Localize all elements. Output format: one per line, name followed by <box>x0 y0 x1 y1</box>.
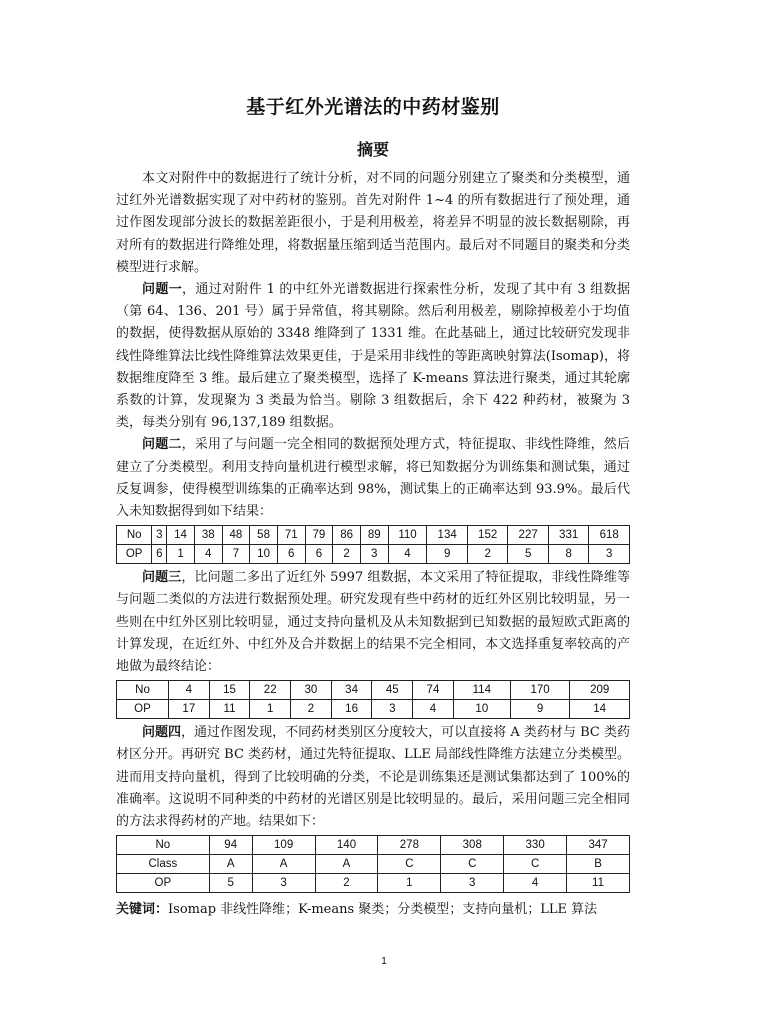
table-cell: 330 <box>504 836 567 855</box>
table-row <box>117 526 630 545</box>
table-row-header: OP <box>117 874 210 893</box>
table-cell: 8 <box>548 545 589 564</box>
table-cell: 3 <box>252 874 315 893</box>
table-cell: 170 <box>510 681 570 700</box>
table-cell: 152 <box>467 526 508 545</box>
table-cell: 45 <box>372 681 413 700</box>
table-row-header: No <box>117 836 210 855</box>
table-cell: 1 <box>378 874 441 893</box>
table-cell: 140 <box>315 836 378 855</box>
table-cell: 89 <box>360 526 388 545</box>
table-cell: 6 <box>277 545 305 564</box>
table-cell: 1 <box>167 545 195 564</box>
abstract-heading: 摘要 <box>356 140 389 159</box>
abstract-intro: 本文对附件中的数据进行了统计分析，对不同的问题分别建立了聚类和分类模型，通过红外光谱数据实现了对中药材的鉴别。首先对附件 1~4 的所有数据进行了预处理，通过作图发现部分波长的数据差距很小，于是利用极差，将差异不明显的波长数据剔除，再对所有的数据进行降维处理，将数据量压缩到适当范围内。最后对不同题目的聚类和分类模型进行求解。 <box>116 171 630 275</box>
table-cell: 48 <box>222 526 250 545</box>
results-table-q2 <box>116 525 630 564</box>
table-cell: 6 <box>152 545 167 564</box>
table-cell: 110 <box>388 526 427 545</box>
question-1-lead: 问题一 <box>142 282 183 298</box>
table-cell: 114 <box>453 681 510 700</box>
table-cell: 79 <box>305 526 333 545</box>
table-row <box>117 681 630 700</box>
question-3-paragraph <box>116 567 630 678</box>
table-cell: B <box>567 855 630 874</box>
table-cell: 4 <box>504 874 567 893</box>
question-4-text: ，通过作图发现，不同药材类别区分度较大，可以直接将 A 类药材与 BC 类药材区分开。再研究 BC 类药材，通过先特征提取、LLE 局部线性降维方法建立分类模型。进而用支持向量机，得到了比较明确的分类，不论是训练集还是测试集都达到了 100%的准确率。这说明不同种类的中药材的光谱区别是比较明显的。最后，采用问题三完全相同的方法求得药材的产地。结果如下： <box>116 725 630 830</box>
table-cell: 4 <box>194 545 222 564</box>
table-cell: 3 <box>441 874 504 893</box>
table-cell: 74 <box>413 681 454 700</box>
table-cell: A <box>315 855 378 874</box>
table-cell: C <box>504 855 567 874</box>
results-table-q3 <box>116 680 630 719</box>
table-cell: 347 <box>567 836 630 855</box>
table-cell: 11 <box>567 874 630 893</box>
question-4-lead: 问题四 <box>142 725 182 741</box>
question-1-paragraph <box>116 279 630 434</box>
paper-title: 基于红外光谱法的中药材鉴别 <box>246 96 500 118</box>
table-cell: 34 <box>331 681 372 700</box>
table-cell: 4 <box>388 545 427 564</box>
table-cell: 10 <box>453 700 510 719</box>
keywords-line <box>116 899 630 921</box>
table-cell: A <box>252 855 315 874</box>
table-cell: 3 <box>589 545 630 564</box>
question-4-paragraph <box>116 722 630 833</box>
table-cell: 3 <box>152 526 167 545</box>
table-cell: 2 <box>291 700 332 719</box>
question-3-lead: 问题三 <box>142 570 182 586</box>
table-cell: 14 <box>167 526 195 545</box>
table-cell: C <box>378 855 441 874</box>
table-cell: 5 <box>508 545 549 564</box>
table-cell: 1 <box>250 700 291 719</box>
table-cell: 308 <box>441 836 504 855</box>
table-cell: 5 <box>209 874 252 893</box>
question-3-text: ，比问题二多出了近红外 5997 组数据，本文采用了特征提取，非线性降维等与问题二类似的方法进行数据预处理。研究发现有些中药材的近红外区别比较明显，另一些则在中红外区别比较明显，通过支持向量机及从未知数据到已知数据的最短欧式距离的计算发现，在近红外、中红外及合并数据上的结果不完全相同，本文选择重复率较高的产地做为最终结论： <box>116 570 630 675</box>
table-row <box>117 836 630 855</box>
table-cell: 209 <box>570 681 630 700</box>
question-1-text: ，通过对附件 1 的中红外光谱数据进行探索性分析，发现了其中有 3 组数据（第 64、136、201 号）属于异常值，将其剔除。然后利用极差，剔除掉极差小于均值的数据，使得数据从原始的 3348 维降到了 1331 维。在此基础上，通过比较研究发现非线性降维算法比线性降维算法效果更佳，于是采用非线性的等距离映射算法(Isomap)，将数据维度降至 3 维。最后建立了聚类模型，选择了 K-means 算法进行聚类，通过其轮廓系数的计算，发现聚为 3 类最为恰当。剔除 3 组数据后，余下 422 种药材，被聚为 3 类，每类分别有 96,137,189 组数据。 <box>116 282 630 431</box>
table-cell: 278 <box>378 836 441 855</box>
table-cell: 3 <box>360 545 388 564</box>
table-cell: 16 <box>331 700 372 719</box>
table-cell: 618 <box>589 526 630 545</box>
table-cell: 15 <box>209 681 250 700</box>
results-table-q4 <box>116 835 630 893</box>
keywords-label: 关键词： <box>116 902 169 918</box>
table-row-header: No <box>117 526 152 545</box>
table-cell: 86 <box>333 526 361 545</box>
table-row-header: OP <box>117 545 152 564</box>
table-cell: C <box>441 855 504 874</box>
table-row-header: Class <box>117 855 210 874</box>
table-cell: 9 <box>510 700 570 719</box>
table-cell: 58 <box>250 526 278 545</box>
table-cell: 17 <box>168 700 209 719</box>
table-cell: 3 <box>372 700 413 719</box>
table-cell: 4 <box>413 700 454 719</box>
page-number: 1 <box>381 956 387 967</box>
table-cell: 11 <box>209 700 250 719</box>
table-row <box>117 874 630 893</box>
table-cell: 30 <box>291 681 332 700</box>
table-cell: 22 <box>250 681 291 700</box>
table-row <box>117 545 630 564</box>
table-cell: 109 <box>252 836 315 855</box>
table-row <box>117 700 630 719</box>
table-cell: 7 <box>222 545 250 564</box>
question-2-lead: 问题二 <box>142 437 182 453</box>
table-cell: 4 <box>168 681 209 700</box>
table-cell: 9 <box>427 545 468 564</box>
table-cell: 227 <box>508 526 549 545</box>
question-2-text: ，采用了与问题一完全相同的数据预处理方式，特征提取、非线性降维，然后建立了分类模型。利用支持向量机进行模型求解，将已知数据分为训练集和测试集，通过反复调参，使得模型训练集的正确率达到 98%，测试集上的正确率达到 93.9%。最后代入未知数据得到如下结果： <box>116 437 630 520</box>
table-cell: 94 <box>209 836 252 855</box>
table-cell: 6 <box>305 545 333 564</box>
table-row-header: OP <box>117 700 169 719</box>
table-cell: 331 <box>548 526 589 545</box>
table-cell: 38 <box>194 526 222 545</box>
question-2-paragraph <box>116 434 630 523</box>
table-row-header: No <box>117 681 169 700</box>
table-cell: 10 <box>250 545 278 564</box>
table-row <box>117 855 630 874</box>
table-cell: A <box>209 855 252 874</box>
table-cell: 134 <box>427 526 468 545</box>
table-cell: 71 <box>277 526 305 545</box>
table-cell: 2 <box>333 545 361 564</box>
keywords-text: Isomap 非线性降维；K-means 聚类；分类模型；支持向量机；LLE 算法 <box>168 902 598 918</box>
table-cell: 2 <box>467 545 508 564</box>
table-cell: 2 <box>315 874 378 893</box>
table-cell: 14 <box>570 700 630 719</box>
